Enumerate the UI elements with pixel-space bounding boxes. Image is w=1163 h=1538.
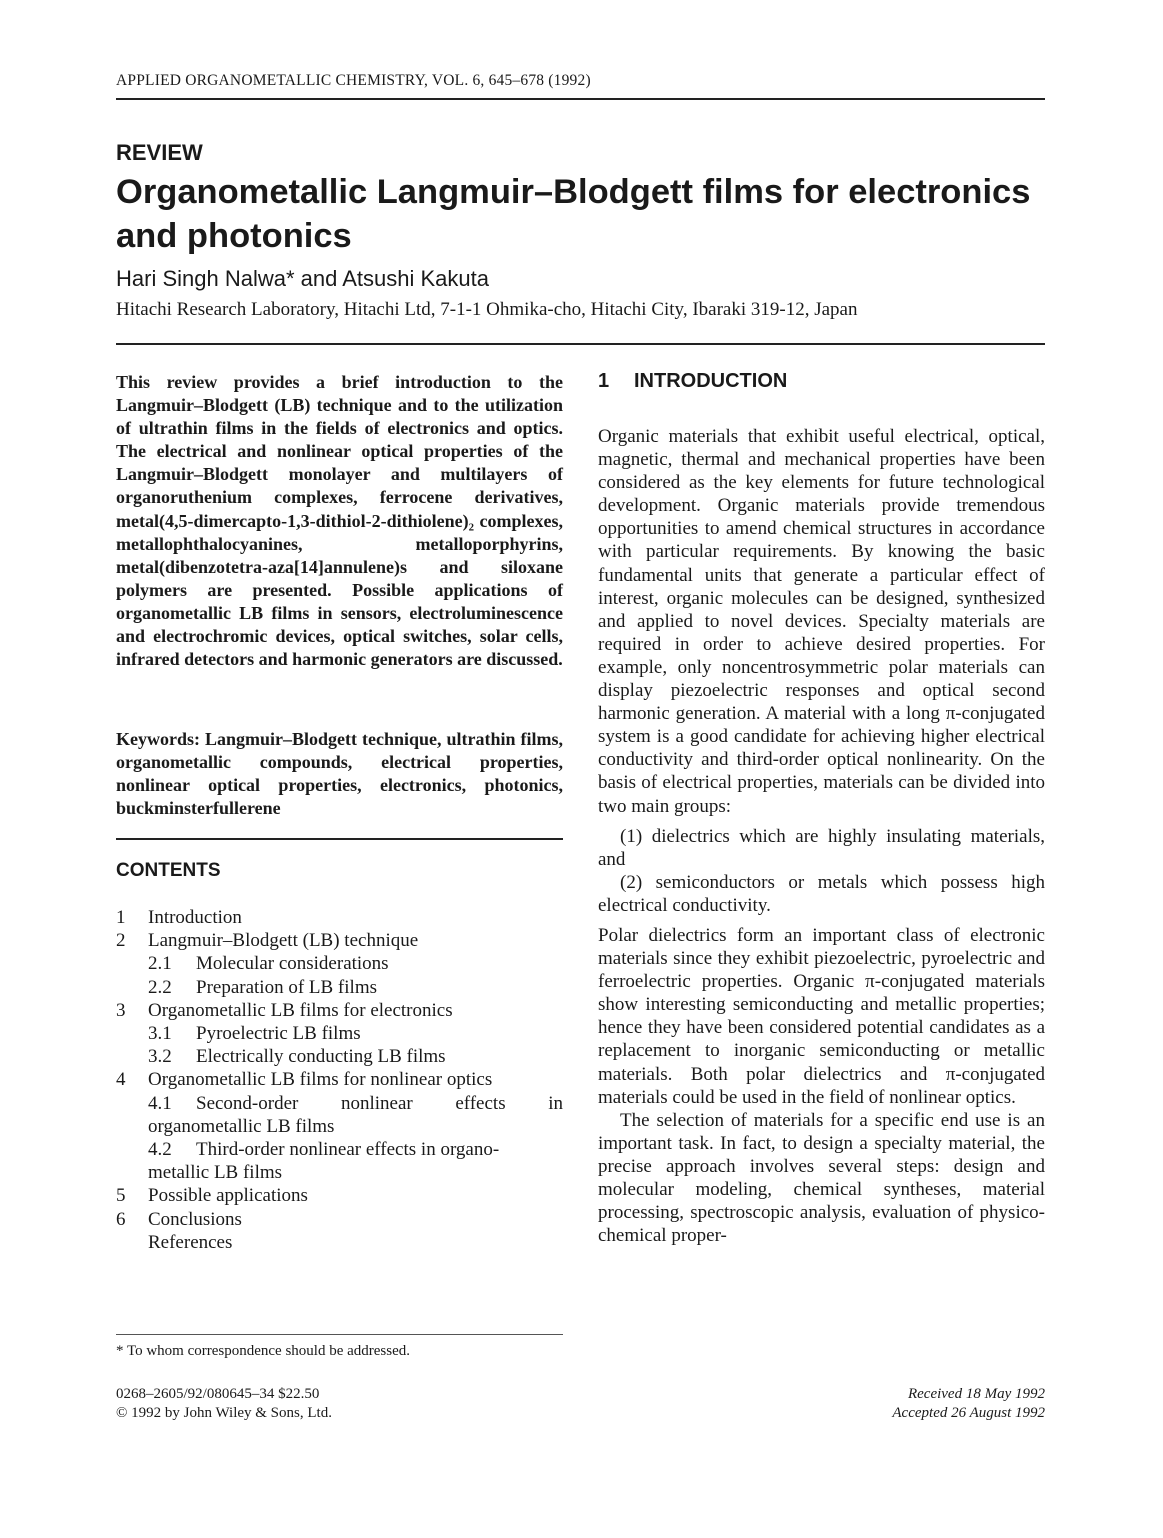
copyright-block [116,1385,332,1423]
toc-label: Introduction [148,907,242,928]
toc-subitem[interactable] [116,952,563,975]
toc-number [116,1231,148,1254]
title-rule [116,343,1045,345]
toc-number: 2 [116,930,126,952]
dates-block [892,1385,1045,1423]
abstract-text: This review provides a brief introduction to the Langmuir–Blodgett (LB) technique and to the utilization of ultrathin films in the fields of electronics and optics. The electrical and nonlinear optical properties of the Langmuir–Blodgett monolayer and multilayers of organoruthenium complexes, ferrocene derivatives, metal(4,5-dimercapto-1,3-dithiol-2-dithiolene)₂ complexes, metallophthalocyanines, metalloporphyrins, metal(dibenzotetra-aza[14]annulene)s and siloxane polymers are presented. Possible applications of organometallic LB films in sensors, electroluminescence and electrochromic devices, optical switches, solar cells, infrared detectors and harmonic generators are discussed. [116,372,563,670]
paragraph: The selection of materials for a specific end use is an important task. In fact, to design a specialty material, the precise approach involves several steps: design and molecular modeling, chemical syntheses, material processing, spectroscopic analysis, evaluation of physico-chemical proper- [598,1109,1045,1247]
abstract [116,371,563,671]
list-item: (2) semiconductors or metals which possess high electrical conductivity. [598,871,1045,916]
toc-subitem[interactable] [116,1022,563,1045]
toc-label: Molecular considerations [196,953,389,975]
toc-number: 2.1 [148,953,172,975]
introduction-body [598,425,1045,1247]
accepted-date: Accepted 26 August 1992 [892,1405,1045,1421]
toc-number: 4.1 [148,1092,172,1114]
toc-number: 3.1 [148,1023,172,1045]
toc-label: References [148,1231,233,1253]
toc-item[interactable] [116,906,563,929]
toc-item[interactable] [116,1231,563,1254]
toc-label: Langmuir–Blodgett (LB) technique [148,930,419,952]
toc-number: 2.2 [148,976,172,998]
toc-subitem[interactable] [116,1092,563,1115]
section-number: 1 [598,370,610,392]
toc-item[interactable] [116,929,563,952]
issn-code: 0268–2605/92/080645–34 $22.50 [116,1386,320,1402]
keywords-text: Keywords: Langmuir–Blodgett technique, ultrathin films, organometallic compounds, electrical properties, nonlinear optical properties, electronics, photonics, buckminsterfullerene [116,729,563,819]
footnote: * To whom correspondence should be addressed. [116,1343,411,1359]
toc-label-continuation: metallic LB films [148,1162,283,1184]
toc-label: Preparation of LB films [196,976,377,998]
table-of-contents [116,906,563,1254]
list-item: (1) dielectrics which are highly insulating materials, and [598,825,1045,870]
footnote-rule [116,1334,563,1335]
article-title: Organometallic Langmuir–Blodgett films for electronics and photonics [116,173,1031,255]
toc-number: 5 [116,1185,126,1207]
toc-subitem[interactable] [116,1045,563,1068]
toc-label: Possible applications [148,1185,308,1207]
toc-number: 3 [116,999,126,1021]
toc-number: 6 [116,1208,126,1230]
received-date: Received 18 May 1992 [907,1386,1045,1402]
paragraph: Polar dielectrics form an important class of electronic materials since they exhibit piezoelectric, pyroelectric and ferroelectric properties. Organic π-conjugated materials show interesting semiconducting and metallic properties; hence they have been considered potential candidates as a replacement to inorganic semiconducting or metallic materials. Both polar dielectrics and π-conjugated materials could be used in the field of nonlinear optics. [598,924,1045,1108]
toc-subitem[interactable] [116,976,563,999]
toc-item[interactable] [116,1208,563,1231]
section-heading [598,370,787,393]
section-title: INTRODUCTION [634,370,788,392]
section-label: REVIEW [116,140,203,165]
copyright-notice: © 1992 by John Wiley & Sons, Ltd. [116,1405,332,1421]
toc-label: Pyroelectric LB films [196,1023,361,1045]
toc-label: Third-order nonlinear effects in organo- [196,1139,500,1161]
authors: Hari Singh Nalwa* and Atsushi Kakuta [116,266,489,291]
toc-number: 3.2 [148,1046,172,1068]
toc-label: Second-order nonlinear effects in [196,1092,563,1114]
toc-label: Organometallic LB films for electronics [148,999,453,1021]
toc-item[interactable] [116,999,563,1022]
paragraph: Organic materials that exhibit useful electrical, optical, magnetic, thermal and mechanical properties have been considered as the key elements for future technological development. Organic materials provide tremendous opportunities to amend chemical structures in accordance with particular requirements. By knowing the basic fundamental units that generate a particular effect of interest, organic molecules can be designed, synthesized and applied to novel devices. Specialty materials are required in order to achieve desired properties. For example, only noncentrosymmetric polar materials can display piezoelectric responses and optical second harmonic generation. A material with a long π-conjugated system is a good candidate for achieving higher electrical conductivity and third-order optical nonlinearity. On the basis of electrical properties, materials can be divided into two main groups: [598,426,1045,817]
toc-item[interactable] [116,1184,563,1207]
toc-number: 1 [116,907,126,928]
running-head: APPLIED ORGANOMETALLIC CHEMISTRY, VOL. 6, 645–678 (1992) [116,72,591,89]
toc-label: Conclusions [148,1208,242,1230]
toc-label: Electrically conducting LB films [196,1046,446,1068]
toc-label: Organometallic LB films for nonlinear optics [148,1069,493,1091]
toc-number: 4 [116,1069,126,1091]
toc-subitem[interactable] [116,1138,563,1161]
toc-number: 4.2 [148,1139,172,1161]
header-rule [116,98,1045,100]
toc-item[interactable] [116,1068,563,1091]
contents-title: CONTENTS [116,860,221,881]
keywords [116,728,563,820]
affiliation: Hitachi Research Laboratory, Hitachi Ltd, 7-1-1 Ohmika-cho, Hitachi City, Ibaraki 319-12, Japan [116,299,858,320]
abstract-rule [116,838,563,840]
toc-label-continuation: organometallic LB films [148,1115,335,1137]
